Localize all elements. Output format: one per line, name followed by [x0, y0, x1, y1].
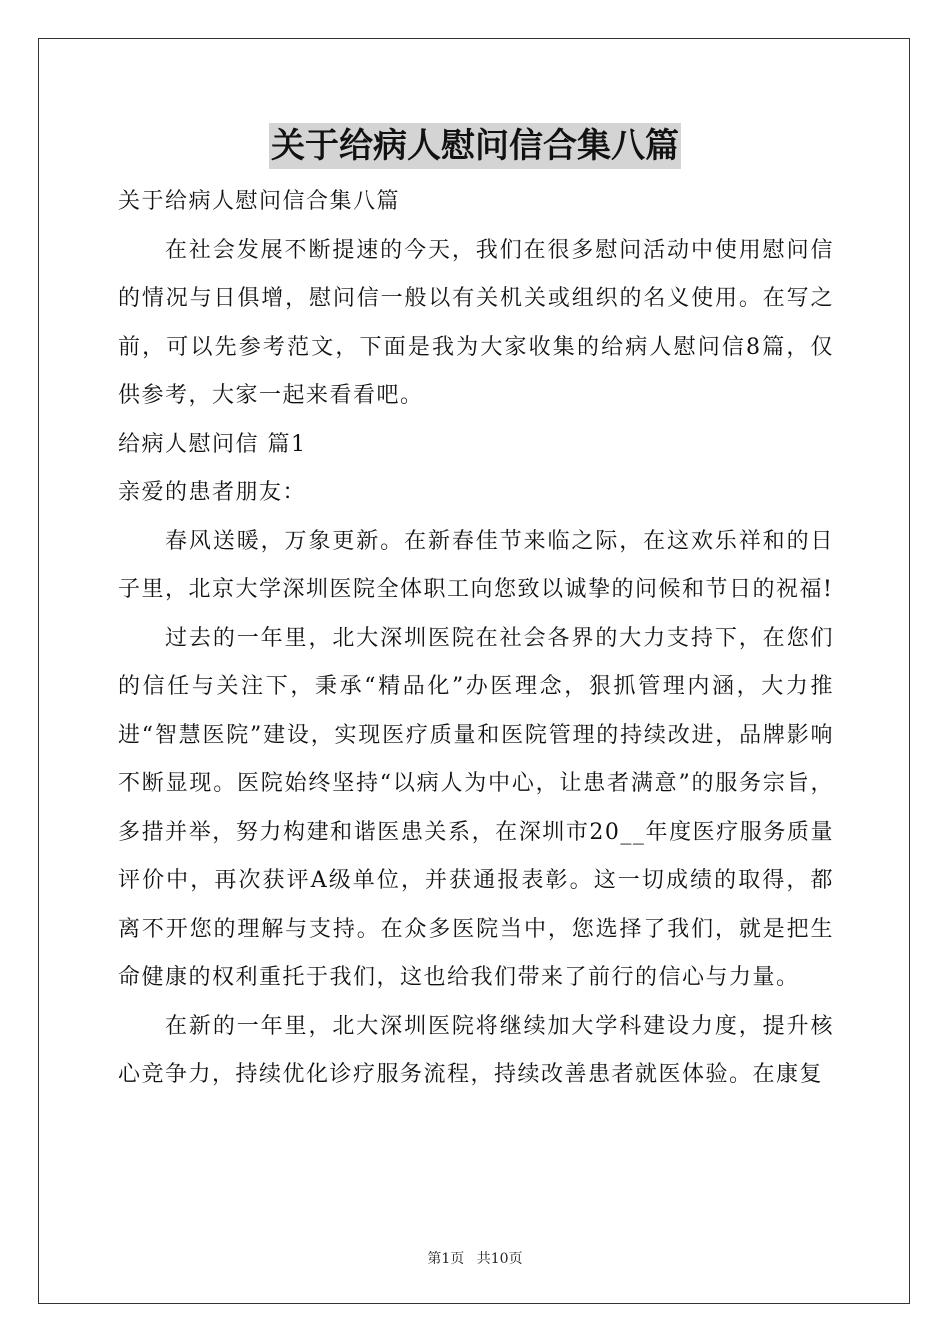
- body-paragraph-2: 过去的一年里，北大深圳医院在社会各界的大力支持下，在您们的信任与关注下，秉承“精品化”办医理念，狠抓管理内涵，大力推进“智慧医院”建设，实现医疗质量和医院管理的持续改进，品牌影响不断显现。医院始终坚持“以病人为中心，让患者满意”的服务宗旨，多措并举，努力构建和谐医患关系，在深圳市20__年度医疗服务质量评价中，再次获评A级单位，并获通报表彰。这一切成绩的取得，都离不开您的理解与支持。在众多医院当中，您选择了我们，就是把生命健康的权利重托于我们，这也给我们带来了前行的信心与力量。: [118, 625, 834, 990]
- salutation: 亲爱的患者朋友：: [118, 480, 307, 505]
- page-number: 第1页: [427, 1251, 465, 1267]
- section-heading: 给病人慰问信 篇1: [118, 431, 307, 457]
- document-body: [118, 178, 834, 1100]
- page-total: 共10页: [476, 1251, 523, 1267]
- body-paragraph-1: 春风送暖，万象更新。在新春佳节来临之际，在这欢乐祥和的日子里，北京大学深圳医院全体职工向您致以诚挚的问候和节日的祝福!: [118, 528, 834, 602]
- document-title: 关于给病人慰问信合集八篇: [269, 123, 681, 169]
- intro-paragraph: 在社会发展不断提速的今天，我们在很多慰问活动中使用慰问信的情况与日俱增，慰问信一般以有关机关或组织的名义使用。在写之前，可以先参考范文，下面是我为大家收集的给病人慰问信8篇，仅供参考，大家一起来看看吧。: [118, 237, 834, 408]
- page-footer: [0, 1248, 950, 1268]
- body-paragraph-3: 在新的一年里，北大深圳医院将继续加大学科建设力度，提升核心竞争力，持续优化诊疗服务流程，持续改善患者就医体验。在康复: [118, 1013, 834, 1087]
- subtitle-line: 关于给病人慰问信合集八篇: [118, 189, 401, 214]
- document-title-container: [0, 123, 950, 169]
